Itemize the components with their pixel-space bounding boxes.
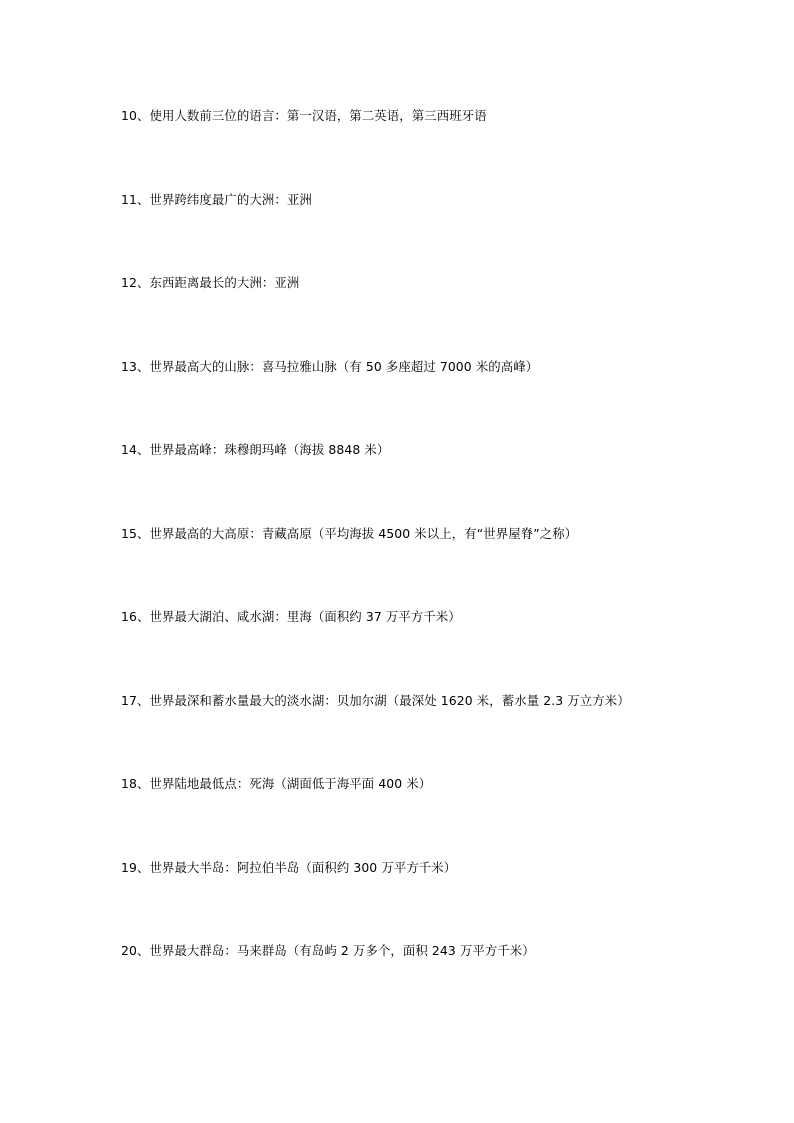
fact-item-20: 20、世界最大群岛：马来群岛（有岛屿 2 万多个，面积 243 万平方千米）: [121, 943, 535, 958]
fact-item-16: 16、世界最大湖泊、咸水湖：里海（面积约 37 万平方千米）: [121, 609, 461, 624]
fact-item-14: 14、世界最高峰：珠穆朗玛峰（海拔 8848 米）: [121, 442, 390, 457]
fact-item-12: 12、东西距离最长的大洲：亚洲: [121, 275, 300, 290]
facts-list: [121, 106, 761, 1025]
fact-item-11: 11、世界跨纬度最广的大洲：亚洲: [121, 191, 312, 207]
fact-item-18: 18、世界陆地最低点：死海（湖面低于海平面 400 米）: [121, 776, 432, 791]
fact-item-19: 19、世界最大半岛：阿拉伯半岛（面积约 300 万平方千米）: [121, 859, 457, 875]
fact-item-15: 15、世界最高的大高原：青藏高原（平均海拔 4500 米以上，有“世界屋脊”之称）: [121, 525, 578, 541]
fact-item-13: 13、世界最高大的山脉：喜马拉雅山脉（有 50 多座超过 7000 米的高峰）: [121, 358, 539, 374]
fact-item-17: 17、世界最深和蓄水量最大的淡水湖：贝加尔湖（最深处 1620 米，蓄水量 2.3 万立方米）: [121, 692, 630, 708]
fact-item-10: 10、使用人数前三位的语言：第一汉语，第二英语，第三西班牙语: [121, 108, 487, 123]
